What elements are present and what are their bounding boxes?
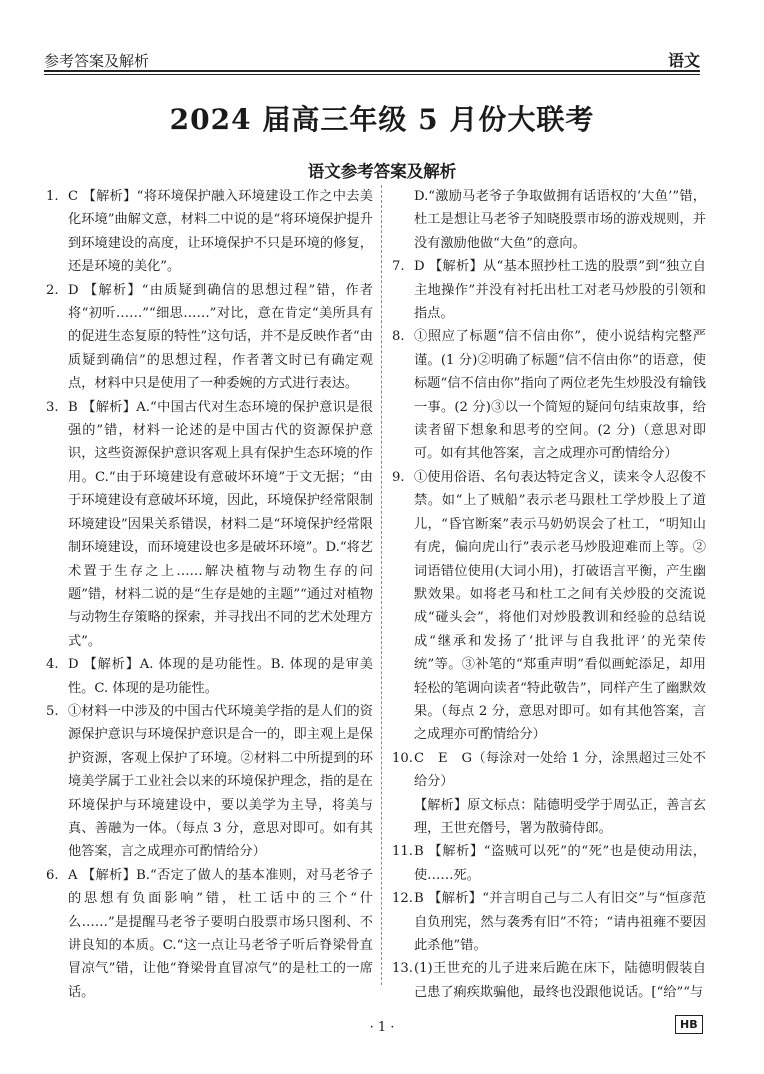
item-text: B 【解析】“盗贼可以死”的“死”也是使动用法，使……死。 <box>414 844 706 883</box>
item-text: B 【解析】“并言明自己与二人有旧交”与“恒彦范自负刑宪，然与袭秀有旧”不符；“请冉祖雍不要因此杀他”错。 <box>414 891 706 953</box>
answer-item <box>392 325 706 465</box>
answer-item <box>46 653 373 700</box>
header-subject-label: 语文 <box>667 51 700 70</box>
column-divider <box>381 185 382 985</box>
item-number: 13. <box>392 961 413 977</box>
item-number: 6. <box>46 867 59 883</box>
item-number: 10. <box>392 750 413 766</box>
right-column <box>392 185 706 1004</box>
item-number: 2. <box>46 282 59 298</box>
answer-item <box>46 700 373 864</box>
answer-item <box>392 255 706 325</box>
edition-badge: HB <box>675 1015 703 1034</box>
item-number: 3. <box>46 399 59 415</box>
item-text: C E G（每涂对一处给 1 分，涂黑超过三处不给分） <box>414 750 706 790</box>
item-6-continuation: D.“激励马老爷子争取做拥有话语权的‘大鱼’”错，杜工是想让马老爷子知晓股票市场的游戏规则，并没有激励他做“大鱼”的意向。 <box>414 189 706 251</box>
header-rule-thick <box>44 70 700 72</box>
item-number: 12. <box>392 891 413 907</box>
item-10-analysis: 【解析】原文标点：陆德明受学于周弘正，善言玄理，王世充僭号，署为散骑侍郎。 <box>414 797 706 836</box>
header-rule-thin <box>44 74 700 75</box>
answer-item <box>46 396 373 653</box>
page-title: 2024 届高三年级 5 月份大联考 <box>169 103 595 136</box>
answer-item <box>392 466 706 747</box>
item-text: D 【解析】“由质疑到确信的思想过程”错，作者将“初听……”“细思……”对比，意在肯定“美所具有的促进生态复原的特性”这句话，并不是反映作者“由质疑到确信”的思想过程，作者著文时已有确定观点，材料中只是使用了一种委婉的方式进行表达。 <box>68 282 373 392</box>
left-column <box>46 185 373 1004</box>
item-text: ①使用俗语、名句表达特定含义，读来令人忍俊不禁。如“上了贼船”表示老马跟杜工学炒股上了道儿，“昏官断案”表示马奶奶误会了杜工，“明知山有虎，偏向虎山行”表示老马炒股迎难而上等。②词语错位使用(大词小用)，打破语言平衡，产生幽默效果。如将老马和杜工之间有关炒股的交流说成“碰头会”，将他们对炒股教训和经验的总结说成“继承和发扬了‘批评与自我批评’的光荣传统”等。③补笔的“郑重声明”看似画蛇添足，却用轻松的笔调向读者“特此敬告”，同样产生了幽默效果。（每点 2 分，意思对即可。如有其他答案，言之成理亦可酌情给分） <box>414 469 706 743</box>
item-text: B 【解析】A.“中国古代对生态环境的保护意识是很强的”错，材料一论述的是中国古代的资源保护意识，这些资源保护意识客观上具有保护生态环境的作用。C.“由于环境建设有意破坏环境”于文无据；“由于环境建设有意破坏环境，因此，环境保护经常限制环境建设”因果关系错误，材料二是“环境保护经常限制环境建设，而环境建设也多是破坏环境”。D.“将艺术置于生存之上……解决植物与动物生存的问题”错，材料二说的是“生存是她的主题”“通过对植物与动物生存策略的探索，并寻找出不同的艺术处理方式”。 <box>68 399 373 649</box>
item-text: C 【解析】“将环境保护融入环境建设工作之中去美化环境”曲解文意，材料二中说的是“将环境保护提升到环境建设的高度，让环境保护不只是环境的修复，还是环境的美化”。 <box>68 189 373 275</box>
item-text: ①照应了标题“信不信由你”，使小说结构完整严谨。(1 分)②明确了标题“信不信由你”的语意，使标题“信不信由你”指向了两位老先生炒股没有输钱一事。(2 分)③以一个简短的疑问句结束故事，给读者留下想象和思考的空间。(2 分)（意思对即可。如有其他答案，言之成理亦可酌情给分） <box>414 329 706 462</box>
answer-item <box>46 864 373 1004</box>
answer-item <box>46 185 373 279</box>
item-number: 1. <box>46 189 59 204</box>
answer-item <box>392 887 706 957</box>
item-text: A 【解析】B.“否定了做人的基本准则，对马老爷子的思想有负面影响”错，杜工话中的三个“什么……”是提醒马老爷子要明白股票市场只图利、不讲良知的本质。C.“这一点让马老爷子听后脊梁骨直冒凉气”错，让他“脊梁骨直冒凉气”的是杜工的一席话。 <box>68 867 373 1000</box>
answer-item <box>392 840 706 887</box>
item-text: D 【解析】从“基本照抄杜工选的股票”到“独立自主地操作”并没有衬托出杜工对老马炒股的引领和指点。 <box>414 259 706 322</box>
page-number: · 1 · <box>369 1020 395 1035</box>
answer-item <box>46 279 373 396</box>
item-number: 11. <box>392 844 413 860</box>
answer-item <box>392 957 706 1004</box>
item-number: 8. <box>392 329 405 345</box>
answer-item <box>392 747 706 794</box>
item-number: 9. <box>392 469 405 485</box>
page-subtitle: 语文参考答案及解析 <box>307 162 457 181</box>
item-text: D 【解析】A. 体现的是功能性。B. 体现的是审美性。C. 体现的是功能性。 <box>68 657 373 696</box>
item-number: 5. <box>46 703 59 719</box>
header-left-label: 参考答案及解析 <box>44 52 150 70</box>
page-header <box>44 40 700 68</box>
item-text: (1)王世充的儿子进来后跪在床下，陆德明假装自己患了痢疾欺骗他，最终也没跟他说话。[“给”“与 <box>414 961 706 1000</box>
item-text: ①材料一中涉及的中国古代环境美学指的是人们的资源保护意识与环境保护意识是合一的，即主观上是保护资源，客观上保护了环境。②材料二中所提到的环境美学属于工业社会以来的环境保护理念，指的是在环境保护与环境建设中，要以美学为主导，将美与真、善融为一体。（每点 3 分，意思对即可。如有其他答案，言之成理亦可酌情给分） <box>68 703 373 860</box>
item-number: 4. <box>46 657 59 673</box>
item-number: 7. <box>392 259 405 275</box>
